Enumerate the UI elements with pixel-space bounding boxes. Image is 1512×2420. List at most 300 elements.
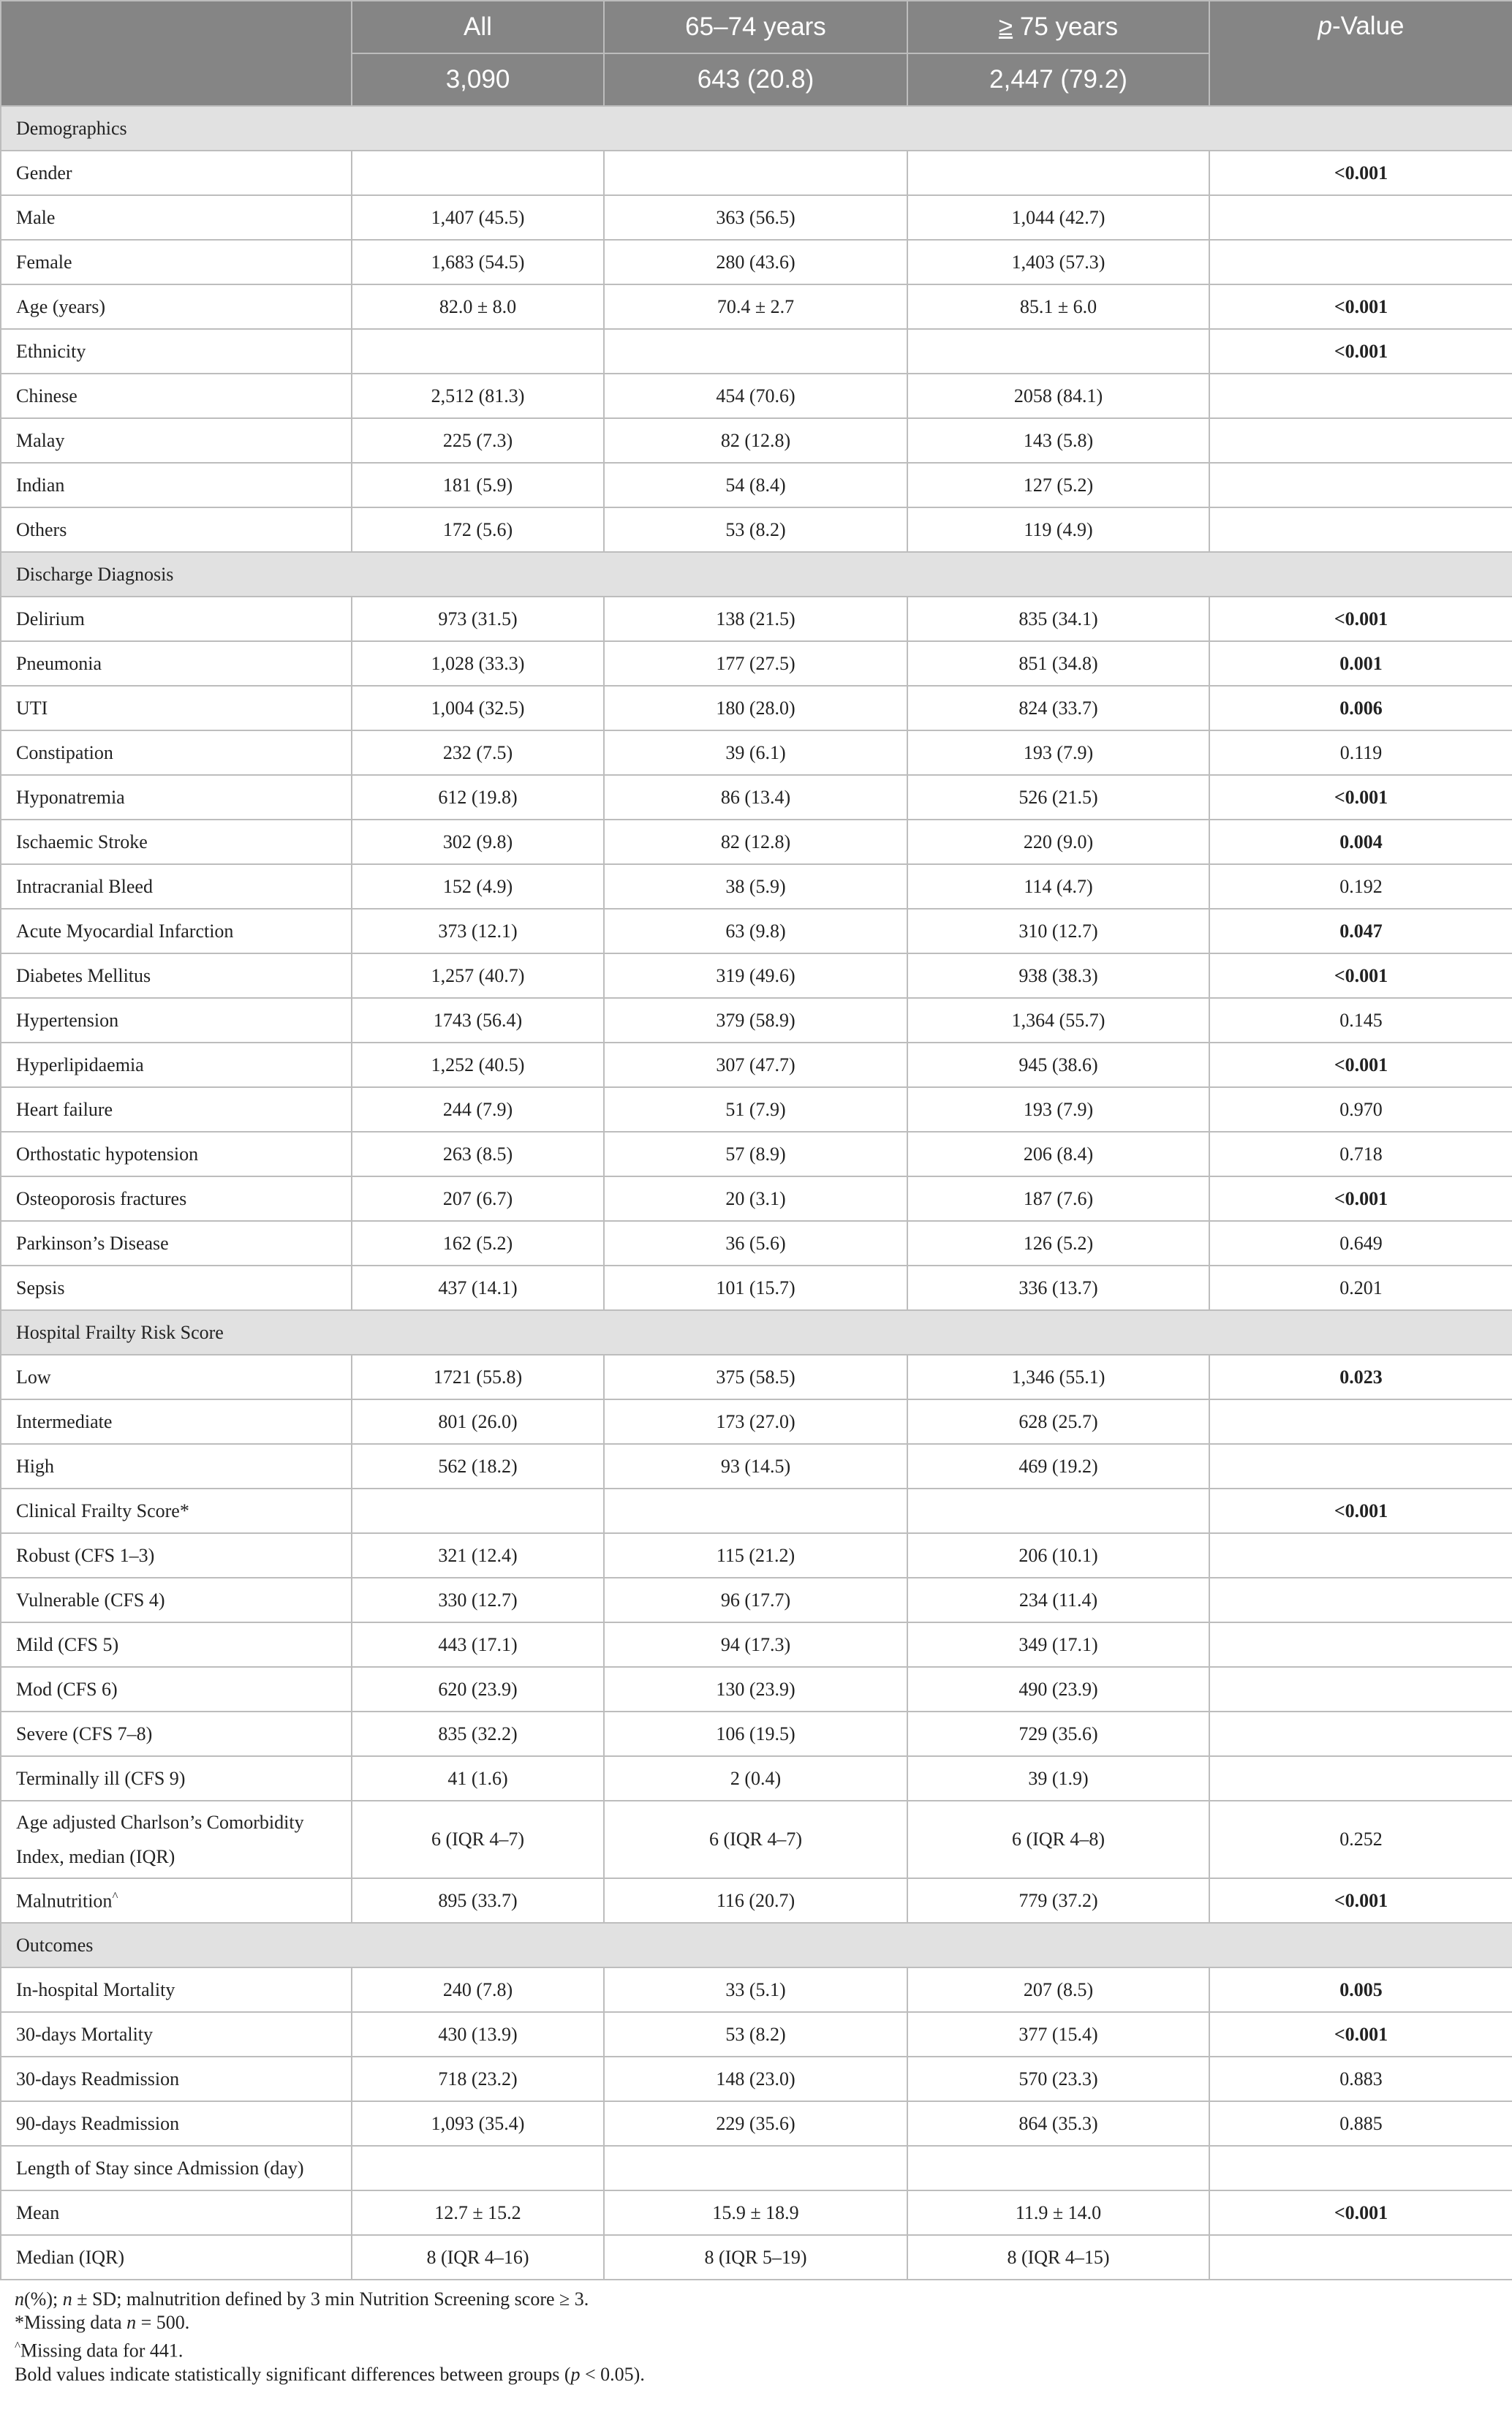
row-label-text: Orthostatic hypotension	[16, 1143, 199, 1165]
header-75-symbol: ≥	[998, 12, 1013, 41]
row-label	[1, 2146, 352, 2190]
row-label	[1, 329, 352, 374]
table-row	[1, 2101, 1512, 2146]
table-row	[1, 329, 1512, 374]
row-label-text: Sepsis	[16, 1277, 65, 1298]
cell-p-value: <0.001	[1209, 284, 1512, 329]
row-label-text: Vulnerable (CFS 4)	[16, 1589, 165, 1611]
section-title: Demographics	[1, 106, 1512, 151]
footnote-2-a: *Missing data	[15, 2312, 127, 2333]
row-label-text: Age adjusted Charlson’s Comorbidity Index, median (IQR)	[16, 1812, 304, 1867]
cell-p-value: 0.005	[1209, 1967, 1512, 2012]
cell-p-value: 0.001	[1209, 641, 1512, 686]
cell-p-value: <0.001	[1209, 597, 1512, 641]
cell-65-74: 280 (43.6)	[604, 240, 907, 284]
cell-all: 321 (12.4)	[352, 1533, 604, 1578]
table-row	[1, 1533, 1512, 1578]
cell-65-74: 15.9 ± 18.9	[604, 2190, 907, 2235]
cell-p-value	[1209, 463, 1512, 507]
cell-65-74: 115 (21.2)	[604, 1533, 907, 1578]
row-label	[1, 195, 352, 240]
cell-p-value	[1209, 1399, 1512, 1444]
footnote-4-p: p	[570, 2363, 581, 2385]
row-label	[1, 418, 352, 463]
row-label-text: Clinical Frailty Score*	[16, 1500, 189, 1521]
cell-all: 330 (12.7)	[352, 1578, 604, 1622]
cell-65-74: 63 (9.8)	[604, 909, 907, 953]
row-label	[1, 151, 352, 195]
cell-p-value: 0.252	[1209, 1801, 1512, 1878]
header-n-65-74: 643 (20.8)	[604, 53, 907, 106]
section-header-row	[1, 552, 1512, 597]
row-label	[1, 1578, 352, 1622]
cell-p-value: <0.001	[1209, 953, 1512, 998]
row-label-text: Hyperlipidaemia	[16, 1054, 144, 1075]
table-row	[1, 2012, 1512, 2057]
cell-p-value: <0.001	[1209, 329, 1512, 374]
row-label-text: Parkinson’s Disease	[16, 1232, 169, 1254]
cell-p-value: <0.001	[1209, 1878, 1512, 1923]
cell-65-74: 307 (47.7)	[604, 1043, 907, 1087]
cell-65-74: 86 (13.4)	[604, 775, 907, 820]
footnote-3	[15, 2334, 1497, 2363]
header-all: All	[352, 1, 604, 53]
cell-all: 718 (23.2)	[352, 2057, 604, 2101]
row-label	[1, 1221, 352, 1266]
cell-75-plus: 851 (34.8)	[907, 641, 1209, 686]
table-row	[1, 998, 1512, 1043]
cell-p-value: 0.006	[1209, 686, 1512, 730]
cell-65-74: 130 (23.9)	[604, 1667, 907, 1712]
cell-65-74: 229 (35.6)	[604, 2101, 907, 2146]
row-label-text: Robust (CFS 1–3)	[16, 1544, 155, 1566]
row-label	[1, 284, 352, 329]
cell-all: 244 (7.9)	[352, 1087, 604, 1132]
cell-75-plus: 490 (23.9)	[907, 1667, 1209, 1712]
row-label-text: Intermediate	[16, 1410, 113, 1432]
cell-p-value: <0.001	[1209, 2190, 1512, 2235]
table-row	[1, 2057, 1512, 2101]
cell-65-74	[604, 329, 907, 374]
cell-all	[352, 2146, 604, 2190]
row-label-text: In-hospital Mortality	[16, 1978, 175, 2000]
cell-75-plus: 526 (21.5)	[907, 775, 1209, 820]
cell-p-value	[1209, 195, 1512, 240]
row-label-text: Mod (CFS 6)	[16, 1678, 118, 1700]
row-label-text: Acute Myocardial Infarction	[16, 920, 234, 942]
row-label	[1, 641, 352, 686]
cell-65-74: 106 (19.5)	[604, 1712, 907, 1756]
cell-all: 801 (26.0)	[352, 1399, 604, 1444]
section-title: Hospital Frailty Risk Score	[1, 1310, 1512, 1355]
table-row	[1, 151, 1512, 195]
table-row	[1, 909, 1512, 953]
cell-all: 41 (1.6)	[352, 1756, 604, 1801]
cell-all: 240 (7.8)	[352, 1967, 604, 2012]
cell-all: 895 (33.7)	[352, 1878, 604, 1923]
cell-p-value	[1209, 1444, 1512, 1489]
cell-all: 443 (17.1)	[352, 1622, 604, 1667]
cell-p-value	[1209, 1667, 1512, 1712]
row-label-text: Constipation	[16, 741, 113, 763]
row-label	[1, 507, 352, 552]
cell-75-plus: 39 (1.9)	[907, 1756, 1209, 1801]
cell-65-74: 177 (27.5)	[604, 641, 907, 686]
table-row	[1, 953, 1512, 998]
cell-65-74: 36 (5.6)	[604, 1221, 907, 1266]
cell-75-plus: 377 (15.4)	[907, 2012, 1209, 2057]
cell-all: 6 (IQR 4–7)	[352, 1801, 604, 1878]
cell-65-74: 70.4 ± 2.7	[604, 284, 907, 329]
row-label	[1, 909, 352, 953]
table-row	[1, 820, 1512, 864]
row-label-text: 30-days Mortality	[16, 2023, 154, 2045]
row-label	[1, 1087, 352, 1132]
table-row	[1, 1622, 1512, 1667]
row-label	[1, 2235, 352, 2280]
row-label	[1, 730, 352, 775]
cell-all: 1,683 (54.5)	[352, 240, 604, 284]
row-label	[1, 1176, 352, 1221]
table-row	[1, 1878, 1512, 1923]
cell-all: 1,252 (40.5)	[352, 1043, 604, 1087]
cell-75-plus: 310 (12.7)	[907, 909, 1209, 953]
table-row	[1, 730, 1512, 775]
cell-75-plus	[907, 1489, 1209, 1533]
header-pvalue-p: p	[1318, 12, 1332, 40]
row-label	[1, 1355, 352, 1399]
cell-p-value: 0.201	[1209, 1266, 1512, 1310]
cell-65-74: 54 (8.4)	[604, 463, 907, 507]
row-label-text: Malnutrition	[16, 1890, 113, 1912]
section-title: Discharge Diagnosis	[1, 552, 1512, 597]
cell-p-value: <0.001	[1209, 151, 1512, 195]
table-footnotes	[0, 2280, 1512, 2386]
table-row	[1, 597, 1512, 641]
cell-75-plus	[907, 2146, 1209, 2190]
row-label-text: Gender	[16, 162, 72, 184]
table-row	[1, 1444, 1512, 1489]
row-label-text: Median (IQR)	[16, 2246, 125, 2268]
cell-all: 1,028 (33.3)	[352, 641, 604, 686]
cell-75-plus: 945 (38.6)	[907, 1043, 1209, 1087]
row-label-text: Terminally ill (CFS 9)	[16, 1767, 186, 1789]
row-label-text: Ischaemic Stroke	[16, 831, 148, 852]
cell-all: 172 (5.6)	[352, 507, 604, 552]
cell-p-value: 0.023	[1209, 1355, 1512, 1399]
header-pvalue	[1209, 1, 1512, 106]
footnote-4-b: < 0.05).	[580, 2363, 645, 2385]
header-n-75-plus: 2,447 (79.2)	[907, 53, 1209, 106]
cell-all: 562 (18.2)	[352, 1444, 604, 1489]
cell-all: 373 (12.1)	[352, 909, 604, 953]
table-row	[1, 1578, 1512, 1622]
table-row	[1, 1489, 1512, 1533]
table-row	[1, 1132, 1512, 1176]
row-label-text: Chinese	[16, 385, 78, 407]
header-row	[1, 1, 1512, 53]
cell-75-plus: 6 (IQR 4–8)	[907, 1801, 1209, 1878]
cell-p-value	[1209, 1712, 1512, 1756]
cell-65-74: 116 (20.7)	[604, 1878, 907, 1923]
cell-all: 181 (5.9)	[352, 463, 604, 507]
cell-75-plus: 336 (13.7)	[907, 1266, 1209, 1310]
cell-p-value: <0.001	[1209, 2012, 1512, 2057]
row-label	[1, 1667, 352, 1712]
row-label-text: Female	[16, 251, 72, 273]
cell-p-value: 0.649	[1209, 1221, 1512, 1266]
footnote-2-n: n	[126, 2312, 137, 2333]
footnote-3-sup: ^	[15, 2339, 20, 2353]
cell-75-plus: 193 (7.9)	[907, 730, 1209, 775]
footnote-1-a: (%);	[24, 2288, 63, 2310]
table-row	[1, 240, 1512, 284]
footnote-1-n: n	[15, 2288, 24, 2310]
cell-all: 1743 (56.4)	[352, 998, 604, 1043]
table-row	[1, 2190, 1512, 2235]
cell-65-74: 6 (IQR 4–7)	[604, 1801, 907, 1878]
row-label-text: 90-days Readmission	[16, 2112, 180, 2134]
footnote-1-b: ± SD; malnutrition defined by 3 min Nutrition Screening score ≥ 3.	[72, 2288, 589, 2310]
row-label-text: Diabetes Mellitus	[16, 964, 151, 986]
row-label-text: Age (years)	[16, 295, 105, 317]
cell-all: 12.7 ± 15.2	[352, 2190, 604, 2235]
cell-75-plus: 628 (25.7)	[907, 1399, 1209, 1444]
cell-65-74: 20 (3.1)	[604, 1176, 907, 1221]
cell-75-plus: 193 (7.9)	[907, 1087, 1209, 1132]
table-row	[1, 1801, 1512, 1878]
row-label-text: Severe (CFS 7–8)	[16, 1723, 153, 1744]
table-row	[1, 641, 1512, 686]
row-label	[1, 1266, 352, 1310]
footnote-4-a: Bold values indicate statistically significant differences between groups (	[15, 2363, 571, 2385]
cell-75-plus: 1,364 (55.7)	[907, 998, 1209, 1043]
cell-65-74: 8 (IQR 5–19)	[604, 2235, 907, 2280]
row-label	[1, 1622, 352, 1667]
cell-p-value: <0.001	[1209, 1043, 1512, 1087]
footnote-3-text: Missing data for 441.	[20, 2340, 184, 2362]
section-header-row	[1, 1310, 1512, 1355]
cell-all: 152 (4.9)	[352, 864, 604, 909]
table-row	[1, 1176, 1512, 1221]
cell-75-plus: 206 (10.1)	[907, 1533, 1209, 1578]
table-row	[1, 2235, 1512, 2280]
cell-all: 232 (7.5)	[352, 730, 604, 775]
row-label	[1, 775, 352, 820]
row-label	[1, 864, 352, 909]
row-label	[1, 1489, 352, 1533]
row-label	[1, 1399, 352, 1444]
cell-p-value: 0.145	[1209, 998, 1512, 1043]
row-label	[1, 1043, 352, 1087]
row-label-footnote-mark: ^	[112, 1888, 118, 1903]
cell-75-plus: 143 (5.8)	[907, 418, 1209, 463]
cell-65-74: 38 (5.9)	[604, 864, 907, 909]
row-label	[1, 1756, 352, 1801]
table-row	[1, 1355, 1512, 1399]
cell-75-plus	[907, 151, 1209, 195]
cell-75-plus: 2058 (84.1)	[907, 374, 1209, 418]
cell-65-74	[604, 1489, 907, 1533]
cell-75-plus: 824 (33.7)	[907, 686, 1209, 730]
cell-p-value: <0.001	[1209, 1176, 1512, 1221]
header-65-74: 65–74 years	[604, 1, 907, 53]
cell-all: 1,257 (40.7)	[352, 953, 604, 998]
cell-all: 1721 (55.8)	[352, 1355, 604, 1399]
cell-65-74	[604, 151, 907, 195]
cell-p-value	[1209, 2235, 1512, 2280]
table-row	[1, 1399, 1512, 1444]
cell-p-value	[1209, 2146, 1512, 2190]
row-label-text: Male	[16, 206, 56, 228]
row-label	[1, 820, 352, 864]
section-header-row	[1, 1923, 1512, 1967]
cell-65-74: 96 (17.7)	[604, 1578, 907, 1622]
row-label	[1, 1712, 352, 1756]
cell-p-value	[1209, 1622, 1512, 1667]
row-label-text: Pneumonia	[16, 652, 102, 674]
row-label	[1, 1967, 352, 2012]
cell-all: 302 (9.8)	[352, 820, 604, 864]
cell-65-74: 101 (15.7)	[604, 1266, 907, 1310]
section-header-row	[1, 106, 1512, 151]
section-title: Outcomes	[1, 1923, 1512, 1967]
cell-65-74: 375 (58.5)	[604, 1355, 907, 1399]
cell-all: 973 (31.5)	[352, 597, 604, 641]
cell-p-value: 0.885	[1209, 2101, 1512, 2146]
cell-65-74: 148 (23.0)	[604, 2057, 907, 2101]
cell-p-value	[1209, 240, 1512, 284]
cell-p-value: <0.001	[1209, 775, 1512, 820]
table-row	[1, 284, 1512, 329]
cell-75-plus: 349 (17.1)	[907, 1622, 1209, 1667]
cell-all: 1,004 (32.5)	[352, 686, 604, 730]
cell-p-value: 0.192	[1209, 864, 1512, 909]
cell-all	[352, 1489, 604, 1533]
table-row	[1, 2146, 1512, 2190]
cell-75-plus: 206 (8.4)	[907, 1132, 1209, 1176]
cell-65-74: 53 (8.2)	[604, 507, 907, 552]
table-row	[1, 1221, 1512, 1266]
row-label	[1, 1444, 352, 1489]
cell-p-value	[1209, 1756, 1512, 1801]
table-header	[1, 1, 1512, 106]
cell-all: 225 (7.3)	[352, 418, 604, 463]
cell-all: 8 (IQR 4–16)	[352, 2235, 604, 2280]
cell-p-value: 0.718	[1209, 1132, 1512, 1176]
row-label	[1, 463, 352, 507]
cell-75-plus: 1,346 (55.1)	[907, 1355, 1209, 1399]
row-label-text: Length of Stay since Admission (day)	[16, 2157, 304, 2179]
cell-all: 620 (23.9)	[352, 1667, 604, 1712]
cell-p-value: 0.119	[1209, 730, 1512, 775]
cell-all	[352, 329, 604, 374]
table-row	[1, 195, 1512, 240]
cell-65-74: 180 (28.0)	[604, 686, 907, 730]
header-75-text: 75 years	[1013, 12, 1119, 41]
cell-65-74: 363 (56.5)	[604, 195, 907, 240]
table-row	[1, 463, 1512, 507]
cell-p-value: 0.970	[1209, 1087, 1512, 1132]
cell-all: 1,093 (35.4)	[352, 2101, 604, 2146]
footnote-2-b: = 500.	[136, 2312, 190, 2333]
row-label-text: Low	[16, 1366, 51, 1388]
cell-p-value: 0.047	[1209, 909, 1512, 953]
row-label-text: Hyponatremia	[16, 786, 125, 808]
cell-75-plus: 729 (35.6)	[907, 1712, 1209, 1756]
row-label	[1, 2101, 352, 2146]
table-row	[1, 1087, 1512, 1132]
table-row	[1, 1756, 1512, 1801]
cell-65-74: 379 (58.9)	[604, 998, 907, 1043]
row-label	[1, 1878, 352, 1923]
footnote-4	[15, 2363, 1497, 2386]
cell-75-plus: 127 (5.2)	[907, 463, 1209, 507]
cell-65-74: 82 (12.8)	[604, 820, 907, 864]
cell-all: 437 (14.1)	[352, 1266, 604, 1310]
table-row	[1, 1667, 1512, 1712]
cell-p-value	[1209, 507, 1512, 552]
row-label-text: Ethnicity	[16, 340, 86, 362]
table-row	[1, 418, 1512, 463]
row-label-text: High	[16, 1455, 54, 1477]
table-row	[1, 1967, 1512, 2012]
row-label	[1, 1132, 352, 1176]
cell-all: 835 (32.2)	[352, 1712, 604, 1756]
cell-all: 82.0 ± 8.0	[352, 284, 604, 329]
row-label-text: Hypertension	[16, 1009, 119, 1031]
row-label	[1, 1801, 352, 1878]
row-label	[1, 953, 352, 998]
row-label-text: UTI	[16, 697, 48, 719]
cell-75-plus: 570 (23.3)	[907, 2057, 1209, 2101]
cell-65-74: 93 (14.5)	[604, 1444, 907, 1489]
table-row	[1, 507, 1512, 552]
row-label	[1, 374, 352, 418]
cell-65-74: 319 (49.6)	[604, 953, 907, 998]
row-label-text: Others	[16, 518, 67, 540]
cell-65-74: 53 (8.2)	[604, 2012, 907, 2057]
table-row	[1, 775, 1512, 820]
header-blank-cell	[1, 1, 352, 106]
footnote-2	[15, 2311, 1497, 2334]
row-label	[1, 2012, 352, 2057]
cell-65-74	[604, 2146, 907, 2190]
cell-75-plus: 469 (19.2)	[907, 1444, 1209, 1489]
row-label	[1, 597, 352, 641]
table-row	[1, 864, 1512, 909]
cell-p-value	[1209, 374, 1512, 418]
cell-p-value: 0.883	[1209, 2057, 1512, 2101]
row-label-text: Mean	[16, 2201, 60, 2223]
row-label-text: Mild (CFS 5)	[16, 1633, 119, 1655]
cell-75-plus: 234 (11.4)	[907, 1578, 1209, 1622]
table-row	[1, 1043, 1512, 1087]
row-label	[1, 686, 352, 730]
row-label	[1, 240, 352, 284]
cell-65-74: 94 (17.3)	[604, 1622, 907, 1667]
table-row	[1, 686, 1512, 730]
footnote-1	[15, 2288, 1497, 2311]
footnote-1-n2: n	[62, 2288, 72, 2310]
cell-p-value	[1209, 1578, 1512, 1622]
cell-p-value	[1209, 1533, 1512, 1578]
table-row	[1, 1712, 1512, 1756]
cell-65-74: 173 (27.0)	[604, 1399, 907, 1444]
header-n-all: 3,090	[352, 53, 604, 106]
cell-75-plus: 207 (8.5)	[907, 1967, 1209, 2012]
table-body	[1, 106, 1512, 2280]
